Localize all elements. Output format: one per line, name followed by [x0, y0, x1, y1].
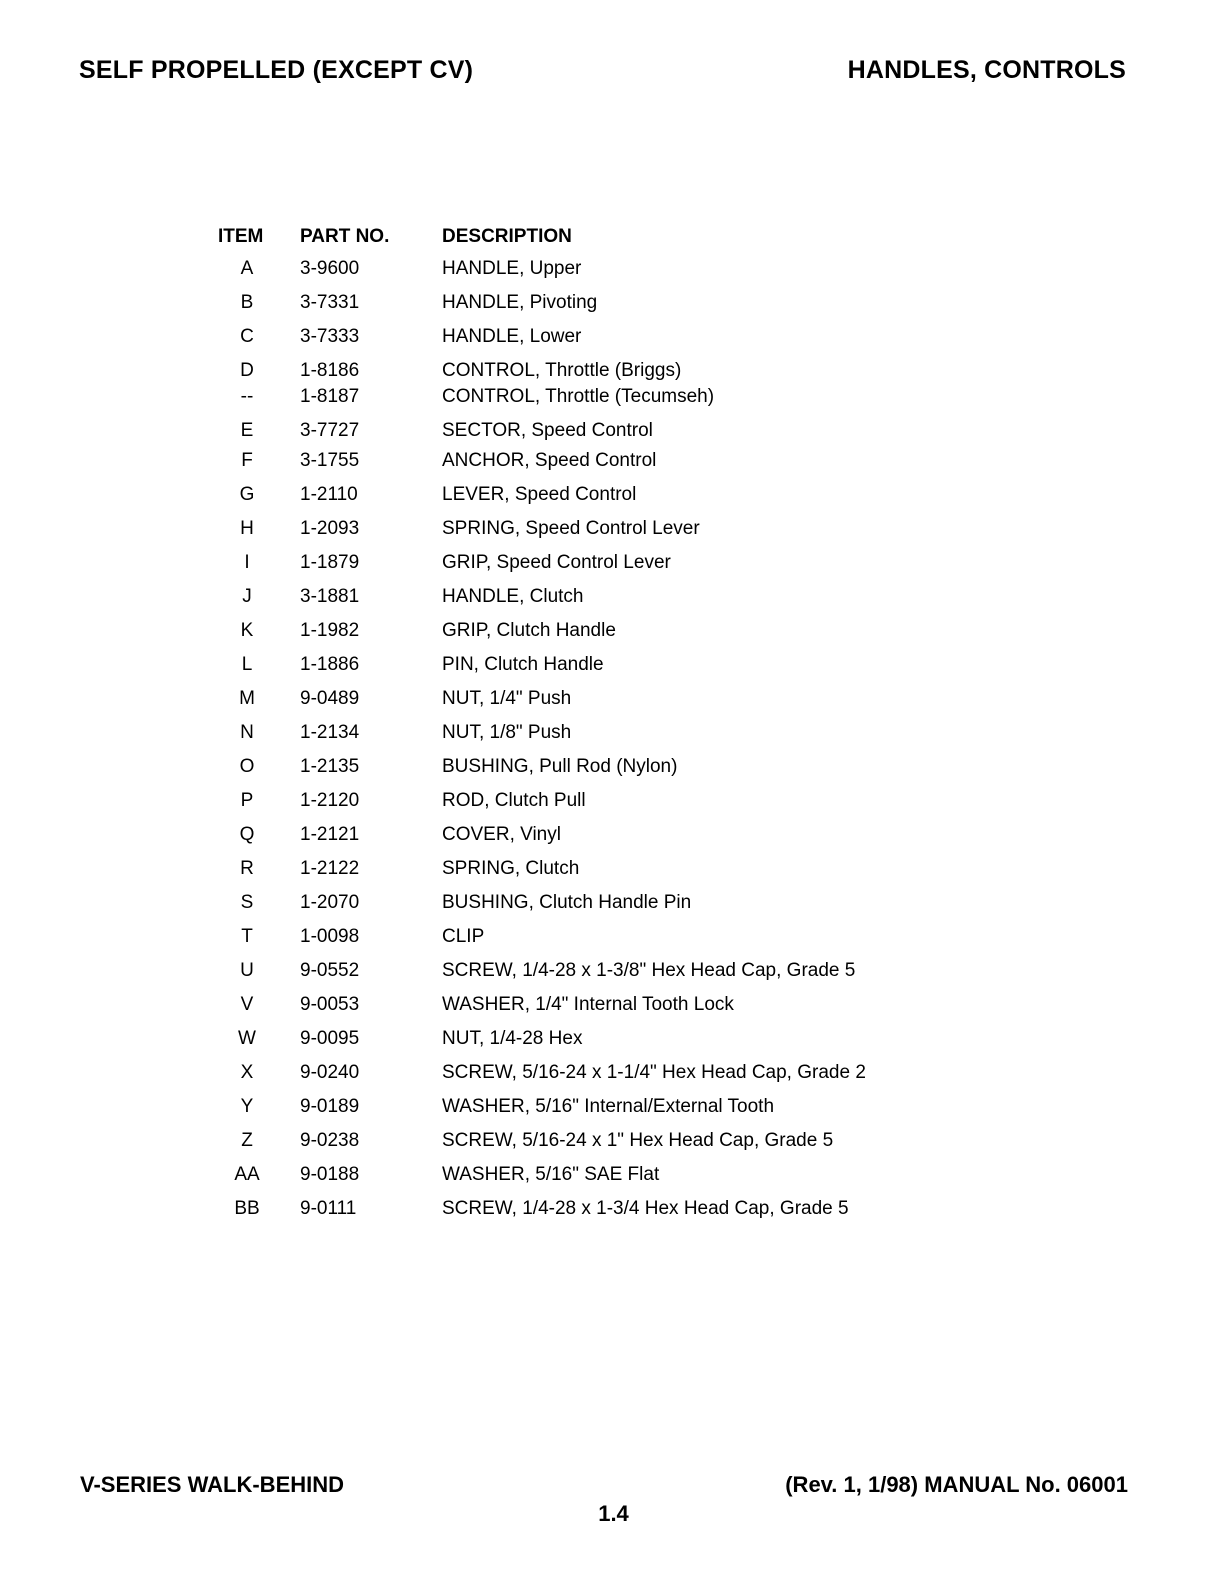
table-row — [218, 1156, 922, 1190]
parts-table — [218, 226, 922, 1224]
table-row — [218, 680, 922, 714]
item-cell: B — [240, 292, 254, 313]
item-cell: J — [242, 586, 252, 607]
part-number-cell: 3-7727 — [300, 420, 360, 441]
description-cell: SECTOR, Speed Control — [442, 420, 653, 441]
part-number-cell: 1-1879 — [300, 552, 360, 573]
item-cell: S — [240, 892, 254, 913]
item-cell: Q — [239, 824, 255, 845]
footer-series: V-SERIES WALK-BEHIND — [80, 1472, 345, 1497]
part-number-cell: 9-0053 — [300, 994, 360, 1015]
part-number-cell: 1-8187 — [300, 386, 360, 407]
item-cell: I — [244, 552, 250, 573]
footer-manual-number: (Rev. 1, 1/98) MANUAL No. 06001 — [785, 1472, 1128, 1497]
description-cell: WASHER, 1/4" Internal Tooth Lock — [442, 994, 734, 1015]
item-cell: T — [241, 926, 253, 947]
item-cell: A — [240, 258, 254, 279]
table-row — [218, 816, 922, 850]
description-cell: SCREW, 5/16-24 x 1" Hex Head Cap, Grade 5 — [442, 1130, 834, 1151]
part-number-cell: 3-1755 — [300, 450, 360, 471]
description-cell: SPRING, Clutch — [442, 858, 580, 879]
description-cell: PIN, Clutch Handle — [442, 654, 604, 675]
item-cell: V — [240, 994, 254, 1015]
item-cell: C — [240, 326, 254, 347]
part-number-cell: 9-0111 — [300, 1198, 357, 1219]
item-cell: BB — [234, 1198, 260, 1219]
table-row — [218, 782, 922, 816]
description-cell: ROD, Clutch Pull — [442, 790, 586, 811]
part-number-cell: 1-1886 — [300, 654, 360, 675]
part-number-cell: 1-2122 — [300, 858, 360, 879]
table-row — [218, 1054, 922, 1088]
part-number-cell: 1-2110 — [300, 484, 358, 505]
part-number-cell: 1-2121 — [300, 824, 360, 845]
description-cell: SCREW, 1/4-28 x 1-3/8" Hex Head Cap, Grade 5 — [442, 960, 856, 981]
description-cell: BUSHING, Pull Rod (Nylon) — [442, 756, 678, 777]
part-number-cell: 1-2135 — [300, 756, 360, 777]
part-number-cell: 9-0189 — [300, 1096, 360, 1117]
description-cell: GRIP, Speed Control Lever — [442, 552, 671, 573]
table-row — [218, 1122, 922, 1156]
table-row — [218, 544, 922, 578]
part-number-cell: 9-0188 — [300, 1164, 360, 1185]
table-row — [218, 952, 922, 986]
part-number-cell: 1-0098 — [300, 926, 360, 947]
part-number-cell: 9-0489 — [300, 688, 360, 709]
item-cell: R — [240, 858, 254, 879]
description-cell: ANCHOR, Speed Control — [442, 450, 657, 471]
description-cell: COVER, Vinyl — [442, 824, 561, 845]
description-cell: LEVER, Speed Control — [442, 484, 637, 505]
part-number-cell: 9-0095 — [300, 1028, 360, 1049]
description-cell: HANDLE, Clutch — [442, 586, 584, 607]
item-cell: D — [240, 360, 254, 381]
table-row — [218, 408, 922, 442]
item-cell: E — [240, 420, 254, 441]
item-cell: O — [239, 756, 255, 777]
table-header-row — [218, 226, 922, 250]
description-cell: HANDLE, Upper — [442, 258, 582, 279]
table-row — [218, 646, 922, 680]
table-row — [218, 748, 922, 782]
description-cell: CLIP — [442, 926, 485, 947]
description-cell: SCREW, 1/4-28 x 1-3/4 Hex Head Cap, Grade 5 — [442, 1198, 849, 1219]
table-row — [218, 476, 922, 510]
part-number-cell: 3-7331 — [300, 292, 360, 313]
table-row — [218, 250, 922, 284]
table-row — [218, 510, 922, 544]
part-number-cell: 9-0240 — [300, 1062, 360, 1083]
part-number-cell: 1-2120 — [300, 790, 360, 811]
part-number-cell: 1-8186 — [300, 360, 360, 381]
column-header-part-no: PART NO. — [300, 226, 390, 247]
parts-table-body — [218, 250, 922, 1224]
description-cell: SPRING, Speed Control Lever — [442, 518, 700, 539]
table-row — [218, 442, 922, 476]
part-number-cell: 1-2070 — [300, 892, 360, 913]
table-row — [218, 884, 922, 918]
table-row — [218, 612, 922, 646]
part-number-cell: 9-0238 — [300, 1130, 360, 1151]
page-number: 1.4 — [598, 1501, 629, 1526]
part-number-cell: 3-1881 — [300, 586, 360, 607]
table-row — [218, 986, 922, 1020]
description-cell: WASHER, 5/16" SAE Flat — [442, 1164, 660, 1185]
description-cell: CONTROL, Throttle (Tecumseh) — [442, 386, 715, 407]
table-row — [218, 318, 922, 352]
table-row — [218, 1020, 922, 1054]
item-cell: F — [241, 450, 253, 471]
part-number-cell: 3-7333 — [300, 326, 360, 347]
item-cell: -- — [240, 386, 254, 407]
description-cell: HANDLE, Lower — [442, 326, 582, 347]
table-row — [218, 386, 922, 408]
description-cell: BUSHING, Clutch Handle Pin — [442, 892, 692, 913]
item-cell: H — [240, 518, 254, 539]
description-cell: NUT, 1/4" Push — [442, 688, 572, 709]
table-row — [218, 284, 922, 318]
description-cell: NUT, 1/4-28 Hex — [442, 1028, 583, 1049]
item-cell: N — [240, 722, 254, 743]
part-number-cell: 1-2093 — [300, 518, 360, 539]
description-cell: HANDLE, Pivoting — [442, 292, 598, 313]
item-cell: W — [238, 1028, 256, 1049]
item-cell: L — [241, 654, 253, 675]
part-number-cell: 9-0552 — [300, 960, 360, 981]
item-cell: K — [240, 620, 254, 641]
table-row — [218, 352, 922, 386]
section-title: HANDLES, CONTROLS — [847, 56, 1126, 84]
item-cell: Z — [241, 1130, 253, 1151]
table-row — [218, 918, 922, 952]
description-cell: SCREW, 5/16-24 x 1-1/4" Hex Head Cap, Grade 2 — [442, 1062, 866, 1083]
item-cell: M — [239, 688, 255, 709]
table-row — [218, 1190, 922, 1224]
part-number-cell: 1-2134 — [300, 722, 360, 743]
table-row — [218, 714, 922, 748]
table-row — [218, 578, 922, 612]
description-cell: GRIP, Clutch Handle — [442, 620, 616, 641]
item-cell: P — [240, 790, 254, 811]
description-cell: NUT, 1/8" Push — [442, 722, 572, 743]
part-number-cell: 3-9600 — [300, 258, 360, 279]
item-cell: Y — [240, 1096, 254, 1117]
description-cell: WASHER, 5/16" Internal/External Tooth — [442, 1096, 775, 1117]
description-cell: CONTROL, Throttle (Briggs) — [442, 360, 682, 381]
part-number-cell: 1-1982 — [300, 620, 360, 641]
item-cell: G — [239, 484, 255, 505]
table-row — [218, 850, 922, 884]
item-cell: U — [240, 960, 254, 981]
column-header-description: DESCRIPTION — [442, 226, 572, 247]
table-row — [218, 1088, 922, 1122]
item-cell: X — [240, 1062, 254, 1083]
page-title: SELF PROPELLED (EXCEPT CV) — [79, 56, 474, 84]
item-cell: AA — [234, 1164, 260, 1185]
column-header-item: ITEM — [218, 226, 264, 247]
